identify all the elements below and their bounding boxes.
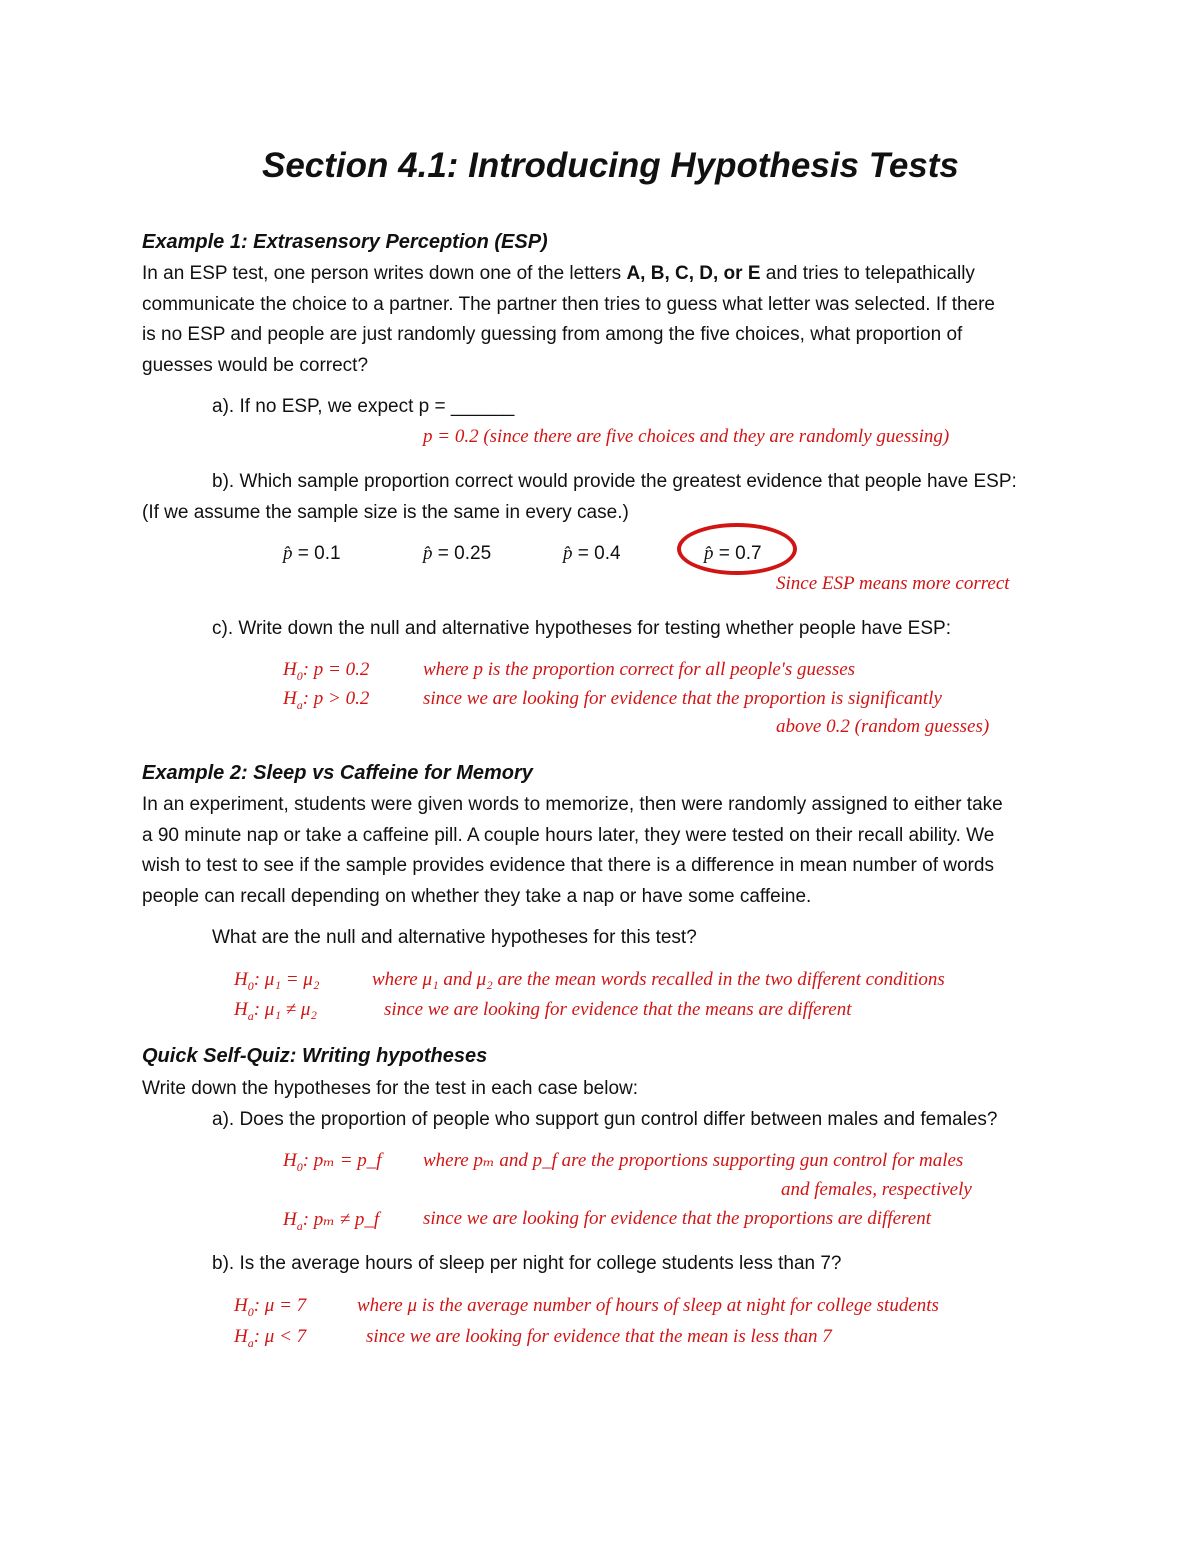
ha-label: H [283, 688, 297, 709]
quiz-a-h0-note2: and females, respectively [781, 1179, 972, 1200]
example2-para-line2: a 90 minute nap or take a caffeine pill. A couple hours later, they were tested on their recall ability. We [142, 825, 995, 846]
ha-sub: a [296, 1218, 303, 1233]
quiz-b-ha-note: since we are looking for evidence that the mean is less than 7 [366, 1326, 832, 1347]
example2-para-line1: In an experiment, students were given words to memorize, then were randomly assigned to either take [142, 794, 1003, 815]
quiz-heading: Quick Self-Quiz: Writing hypotheses [142, 1045, 488, 1067]
example1-para-text-cont: and tries to telepathically [765, 263, 975, 284]
quiz-a-h0-note1: where pₘ and p_f are the proportions supporting gun control for males [423, 1150, 964, 1171]
example2-ha [234, 999, 317, 1024]
quiz-a-ha [283, 1208, 379, 1234]
example1-h0-note: where p is the proportion correct for all people's guesses [423, 659, 856, 680]
example1-part-b-answer: Since ESP means more correct [776, 573, 1010, 594]
phat-symbol: p̂ [283, 543, 293, 564]
example1-part-a: a). If no ESP, we expect p = ______ [212, 396, 515, 417]
ha-label: H [234, 1326, 248, 1347]
ha-expr: : p > 0.2 [302, 688, 370, 709]
phat-value: = 0.1 [297, 543, 341, 564]
ha-sub: a [247, 1008, 254, 1023]
h0-expr: : pₘ = p_f [302, 1150, 382, 1171]
h0-expr: : μ = 7 [253, 1295, 307, 1316]
example1-heading: Example 1: Extrasensory Perception (ESP) [142, 231, 548, 253]
phat-value: = 0.25 [437, 543, 492, 564]
h0-label: H [283, 1150, 297, 1171]
h0-label: H [283, 659, 297, 680]
phat-value: = 0.4 [577, 543, 621, 564]
example1-para-line2: communicate the choice to a partner. The partner then tries to guess what letter was selected. If there [142, 294, 995, 315]
quiz-a-ha-note: since we are looking for evidence that the proportions are different [423, 1208, 931, 1229]
quiz-intro: Write down the hypotheses for the test in each case below: [142, 1078, 639, 1099]
example2-h0 [234, 969, 319, 994]
phat-option-1 [283, 544, 341, 563]
answer-circle [677, 523, 797, 575]
quiz-b-h0-note: where μ is the average number of hours of sleep at night for college students [357, 1295, 939, 1316]
h0-sub: 0 [296, 1159, 303, 1174]
example1-ha [283, 688, 369, 713]
example2-para-line4: people can recall depending on whether they take a nap or have some caffeine. [142, 886, 812, 907]
example1-para-line4: guesses would be correct? [142, 355, 369, 376]
example1-h0 [283, 659, 369, 684]
example2-heading: Example 2: Sleep vs Caffeine for Memory [142, 762, 533, 784]
ha-expr: : pₘ ≠ p_f [302, 1209, 380, 1230]
example1-letters: A, B, C, D, or E [626, 263, 761, 284]
example1-part-b-line2: (If we assume the sample size is the same in every case.) [142, 502, 629, 523]
phat-symbol: p̂ [704, 543, 714, 564]
example1-para-line3: is no ESP and people are just randomly guessing from among the five choices, what proportion of [142, 324, 963, 345]
example1-ha-note2: above 0.2 (random guesses) [776, 716, 990, 737]
h0-sub: 0 [296, 668, 303, 683]
example1-para-line1 [142, 264, 975, 283]
ha-sub: a [296, 697, 303, 712]
quiz-b-h0 [234, 1295, 306, 1320]
example2-question: What are the null and alternative hypotheses for this test? [212, 927, 697, 948]
example1-part-c: c). Write down the null and alternative hypotheses for testing whether people have ESP: [212, 618, 951, 639]
example2-ha-note: since we are looking for evidence that the means are different [384, 999, 852, 1020]
example1-part-b-line1: b). Which sample proportion correct would provide the greatest evidence that people have ESP: [212, 471, 1017, 492]
ha-label: H [283, 1209, 297, 1230]
page-title: Section 4.1: Introducing Hypothesis Tests [262, 146, 959, 185]
quiz-a-h0 [283, 1149, 382, 1175]
quiz-b-question: b). Is the average hours of sleep per night for college students less than 7? [212, 1253, 842, 1274]
example2-para-line3: wish to test to see if the sample provides evidence that there is a difference in mean number of words [142, 855, 994, 876]
quiz-b-ha [234, 1326, 306, 1351]
ha-expr: : μ < 7 [253, 1326, 307, 1347]
example2-h0-note: where μ₁ and μ₂ are the mean words recalled in the two different conditions [372, 969, 945, 990]
example1-ha-note1: since we are looking for evidence that the proportion is significantly [423, 688, 942, 709]
ha-label: H [234, 999, 248, 1020]
phat-option-2 [423, 544, 491, 563]
h0-label: H [234, 1295, 248, 1316]
ha-expr: : μ₁ ≠ μ₂ [253, 999, 318, 1020]
phat-option-3 [563, 544, 621, 563]
phat-value: = 0.7 [718, 543, 762, 564]
h0-sub: 0 [247, 978, 254, 993]
phat-symbol: p̂ [423, 543, 433, 564]
h0-label: H [234, 969, 248, 990]
ha-sub: a [247, 1335, 254, 1350]
example1-para-text: In an ESP test, one person writes down one of the letters [142, 263, 622, 284]
h0-expr: : p = 0.2 [302, 659, 370, 680]
quiz-a-question: a). Does the proportion of people who support gun control differ between males and females? [212, 1109, 998, 1130]
example1-part-a-answer: p = 0.2 (since there are five choices and they are randomly guessing) [423, 426, 950, 447]
phat-symbol: p̂ [563, 543, 573, 564]
h0-expr: : μ₁ = μ₂ [253, 969, 320, 990]
h0-sub: 0 [247, 1304, 254, 1319]
